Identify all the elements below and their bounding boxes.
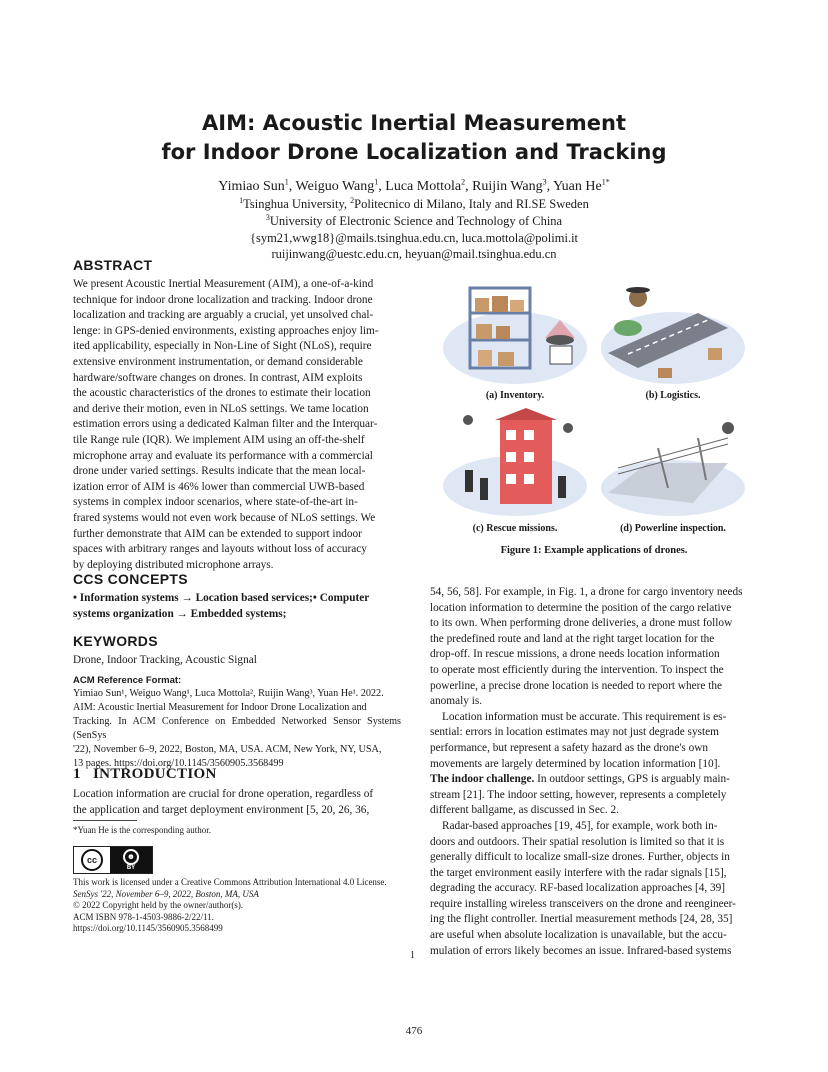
figure-1b-caption: (b) Logistics. — [645, 390, 701, 401]
body-line: degrading the accuracy. RF-based localization approaches [4, 39] — [430, 882, 726, 895]
affiliation-line2: $^3$University of Electronic Science and Technology of China — [265, 212, 563, 228]
license-block — [73, 877, 403, 935]
abstract-line: further demonstrate that AIM can be extended to support indoor — [73, 527, 362, 540]
footnote: *Yuan He is the corresponding author. — [73, 825, 211, 835]
abstract-line: extensive environment instrumentation, or demand considerable — [73, 355, 363, 368]
figure-1 — [430, 268, 758, 558]
abstract-line: technique for indoor drone localization and tracking. Indoor drone — [73, 293, 373, 306]
abstract-line: frared systems would not even work because of NLoS settings. We — [73, 511, 376, 524]
ccs-heading: CCS CONCEPTS — [73, 571, 188, 587]
ccs-line: • Information systems → Location based services;• Computer — [73, 592, 370, 604]
body-line: are useful when absolute localization is unavailable, but the accu- — [430, 929, 727, 942]
figure-1d-caption: (d) Powerline inspection. — [620, 523, 726, 534]
abstract-line: ization error of AIM is 46% lower than commercial UWB-based — [73, 480, 365, 493]
conference-line: SenSys '22, November 6–9, 2022, Boston, MA, USA — [73, 888, 259, 899]
body-line: the target environment easily interfere with the radar signals [15], — [430, 866, 727, 879]
abstract-line: tile Range rule (IQR). We implement AIM using an off-the-shelf — [73, 433, 365, 446]
section-number: 1 — [73, 766, 81, 782]
author-emails-1: {sym21,wwg18}@mails.tsinghua.edu.cn, luca.mottola@polimi.it — [249, 231, 579, 245]
abstract-line: estimation errors using a dedicated Kalman filter and the Interquar- — [73, 418, 378, 431]
abstract-line: localization and tracking are arguably a crucial, yet unsolved chal- — [73, 309, 374, 322]
paper-title-line1: AIM: Acoustic Inertial Measurement — [202, 111, 626, 135]
acm-ref-line: AIM: Acoustic Inertial Measurement for Indoor Drone Localization and — [73, 702, 367, 713]
logistics-illustration — [598, 268, 748, 388]
powerline-illustration — [598, 408, 748, 518]
copyright-line: © 2022 Copyright held by the owner/author(s). — [73, 900, 244, 910]
rescue-illustration — [440, 408, 590, 518]
body-line: sential: errors in location estimates may not just degrade system — [430, 726, 719, 739]
acm-ref-line: Yimiao Sun¹, Weiguo Wang¹, Luca Mottola², Ruijin Wang³, Yuan He¹. 2022. — [73, 688, 384, 699]
abstract-line: the acoustic characteristics of the drones to estimate their location — [73, 387, 371, 400]
author: Ruijin Wang$^3$ — [472, 177, 547, 194]
body-line: The indoor challenge. In outdoor settings, GPS is arguably main- — [430, 773, 730, 786]
body-line: the predefined route and land at the right target location for the — [430, 632, 715, 645]
body-line: Location information must be accurate. This requirement is es- — [442, 710, 727, 723]
abstract-line: by deploying distributed microphone arrays. — [73, 558, 274, 571]
author: Yuan $He^{1*}$ — [553, 177, 610, 194]
abstract-line: microphone array and evaluate its performance with a commercial — [73, 449, 373, 462]
acm-ref-line: 13 pages. https://doi.org/10.1145/3560905.3568499 — [73, 758, 284, 769]
body-line: ing the flight controller. Inertial measurement methods [24, 28, 35] — [430, 913, 733, 926]
abstract-line: drone under varied settings. Results indicate that the mean local- — [73, 465, 366, 478]
body-line: anomaly is. — [430, 695, 483, 708]
author-emails-2: ruijinwang@uestc.edu.cn, heyuan@mail.tsinghua.edu.cn — [271, 247, 557, 261]
figure-1-caption: Figure 1: Example applications of drones. — [500, 545, 688, 556]
author: Yimiao Sun$^1$ — [218, 177, 289, 194]
body-line: 54, 56, 58]. For example, in Fig. 1, a drone for cargo inventory needs — [430, 586, 743, 598]
body-line: stream [21]. The indoor setting, however, represents a completely — [430, 788, 727, 801]
body-line: performance, but represent a safety hazard as the drone's own — [430, 741, 709, 754]
acm-ref-line: '22), November 6–9, 2022, Boston, MA, USA. ACM, New York, NY, USA, — [73, 744, 382, 755]
body-line: movements are largely determined by location information [10]. — [430, 757, 721, 770]
body-line: Radar-based approaches [19, 45], for example, work both in- — [442, 819, 718, 832]
acm-ref-line: Tracking. In ACM Conference on Embedded Networked Sensor Systems (SenSys — [73, 716, 401, 741]
author: Weiguo Wang$^1$ — [295, 177, 379, 194]
abstract-line: lenge: in GPS-denied environments, existing approaches enjoy lim- — [73, 324, 379, 337]
abstract-line: hardware/software changes on drones. In contrast, AIM exploits — [73, 371, 363, 384]
inventory-illustration — [440, 268, 590, 388]
ccs-line: systems organization → Embedded systems; — [73, 607, 287, 620]
abstract-body — [73, 277, 401, 573]
keywords-heading: KEYWORDS — [73, 633, 158, 649]
intro-line: Location information are crucial for drone operation, regardless of — [73, 788, 374, 800]
abstract-line: systems in complex indoor scenarios, where state-of-the-art in- — [73, 496, 358, 509]
body-line: mulation of errors likely becomes an issue. Infrared-based systems — [430, 944, 732, 957]
acm-ref-body — [73, 687, 401, 771]
by-icon: ☻ BY — [110, 847, 152, 873]
affiliation-line1: $^1$Tsinghua University, $^2$Politecnico di Milano, Italy and RI.SE Sweden — [239, 195, 589, 211]
body-line: generally difficult to localize small-size drones. Further, objects in — [430, 851, 730, 864]
right-column-body — [430, 585, 758, 959]
footnote-rule — [73, 820, 137, 821]
body-line: to its own. When performing drone deliveries, a drone must follow — [430, 617, 733, 630]
body-line: drop-off. In rescue missions, a drone needs location information — [430, 648, 720, 661]
cc-icon: cc — [74, 847, 110, 873]
section-title: INTRODUCTION — [92, 766, 217, 782]
ccs-body — [73, 591, 401, 622]
figure-1c-caption: (c) Rescue missions. — [472, 523, 558, 534]
body-line: different ballgame, as discussed in Sec. 2. — [430, 804, 619, 817]
page-number: 476 — [405, 1025, 423, 1037]
abstract-line: spaces with arbitrary ranges and layouts without loss of accuracy — [73, 543, 367, 556]
cc-by-license-badge[interactable] — [73, 846, 153, 874]
body-line: doors and outdoors. Their spatial resolution is limited so that it is — [430, 835, 725, 848]
intro-line: the application and target deployment environment [5, 20, 26, 36, — [73, 803, 370, 816]
isbn-line: ACM ISBN 978-1-4503-9886-2/22/11. — [73, 911, 214, 922]
body-line: to operate most efficiently during the intervention. To inspect the — [430, 663, 724, 676]
abstract-line: and derive their motion, even in NLoS settings. We tame location — [73, 402, 369, 415]
keywords-text: Drone, Indoor Tracking, Acoustic Signal — [73, 654, 257, 666]
figure-1a-caption: (a) Inventory. — [485, 390, 545, 401]
intro-heading — [73, 766, 217, 783]
author: Luca Mottola$^2$ — [385, 177, 466, 194]
acm-ref-heading: ACM Reference Format: — [73, 675, 182, 686]
abstract-line: ited applicability, especially in Non-Line of Sight (NLoS), require — [73, 340, 372, 353]
abstract-line: We present Acoustic Inertial Measurement (AIM), a one-of-a-kind — [73, 278, 374, 290]
paragraph-lead: The indoor challenge. — [430, 773, 535, 786]
column-page-marker: 1 — [410, 950, 415, 961]
license-text: This work is licensed under a Creative Commons Attribution International 4.0 License. — [73, 877, 387, 887]
body-line: require installing wireless transceivers on the drone and reengineer- — [430, 897, 736, 910]
intro-body — [73, 787, 401, 818]
author-list: Yimiao Sun$^1$, Weiguo Wang$^1$, Luca Mottola$^2$, Ruijin Wang$^3$, Yuan $He^{1*}$ — [218, 177, 610, 194]
body-line: powerline, a precise drone location is needed to report where the — [430, 679, 723, 692]
doi-link[interactable]: https://doi.org/10.1145/3560905.3568499 — [73, 923, 223, 933]
paper-title-line2: for Indoor Drone Localization and Tracking — [161, 140, 667, 164]
body-line: location information to determine the position of the cargo relative — [430, 601, 732, 614]
abstract-heading: ABSTRACT — [73, 257, 153, 273]
